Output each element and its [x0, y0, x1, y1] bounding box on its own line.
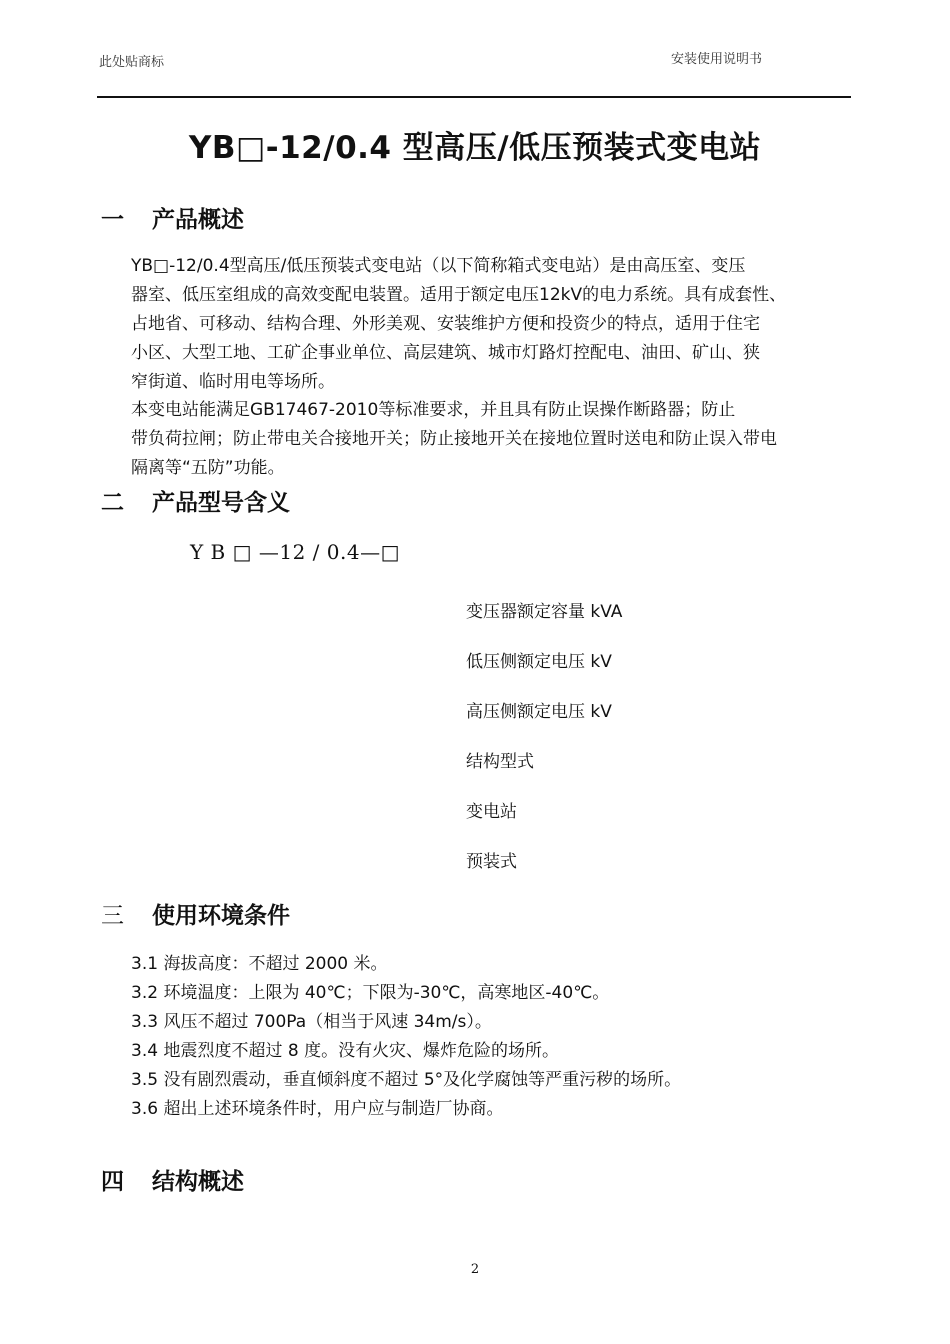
section-4-title: 结构概述: [152, 1169, 244, 1195]
section-4-number: 四: [101, 1169, 124, 1195]
section-3-number: 三: [101, 903, 124, 929]
header-trademark-placeholder: 此处贴商标: [99, 55, 165, 70]
paragraph-line: 本变电站能满足GB17467-2010等标准要求，并且具有防止误操作断路器；防止: [131, 400, 736, 420]
env-item-temperature: 3.2 环境温度：上限为 40℃；下限为-30℃，高寒地区-40℃。: [131, 983, 610, 1003]
env-item-seismic: 3.4 地震烈度不超过 8 度。没有火灾、爆炸危险的场所。: [131, 1041, 560, 1061]
env-item-exceptions: 3.6 超出上述环境条件时，用户应与制造厂协商。: [131, 1099, 504, 1119]
model-code: Y B □ —12 / 0.4—□: [190, 540, 400, 564]
paragraph-line: 器室、低压室组成的高效变配电装置。适用于额定电压12kV的电力系统。具有成套性、: [131, 285, 787, 305]
header-manual-title: 安装使用说明书: [671, 52, 763, 67]
paragraph-line: 隔离等“五防”功能。: [131, 458, 285, 478]
section-1-paragraph-1: [131, 252, 851, 397]
env-item-wind-pressure: 3.3 风压不超过 700Pa（相当于风速 34m/s）。: [131, 1012, 492, 1032]
model-definition-prefabricated: 预装式: [466, 852, 517, 872]
paragraph-line: YB□-12/0.4型高压/低压预装式变电站（以下简称箱式变电站）是由高压室、变压: [131, 256, 746, 276]
section-3-title: 使用环境条件: [152, 903, 290, 929]
section-1-paragraph-2: [131, 396, 851, 483]
model-definition-hv-voltage: 高压侧额定电压 kV: [466, 702, 612, 722]
document-title: YB□-12/0.4 型高压/低压预装式变电站: [188, 130, 762, 166]
paragraph-line: 窄街道、临时用电等场所。: [131, 372, 335, 392]
section-2-number: 二: [101, 490, 124, 516]
header-rule: [97, 96, 851, 98]
model-definition-capacity: 变压器额定容量 kVA: [466, 602, 623, 622]
env-item-altitude: 3.1 海拔高度：不超过 2000 米。: [131, 954, 388, 974]
section-2-title: 产品型号含义: [152, 490, 290, 516]
section-1-number: 一: [101, 207, 124, 233]
paragraph-line: 带负荷拉闸；防止带电关合接地开关；防止接地开关在接地位置时送电和防止误入带电: [131, 429, 777, 449]
model-definition-structure: 结构型式: [466, 752, 534, 772]
env-item-vibration: 3.5 没有剧烈震动，垂直倾斜度不超过 5°及化学腐蚀等严重污秽的场所。: [131, 1070, 682, 1090]
section-1-title: 产品概述: [152, 207, 244, 233]
page-number: 2: [470, 1262, 480, 1277]
paragraph-line: 小区、大型工地、工矿企事业单位、高层建筑、城市灯路灯控配电、油田、矿山、狭: [131, 343, 760, 363]
model-definition-substation: 变电站: [466, 802, 517, 822]
model-definition-lv-voltage: 低压侧额定电压 kV: [466, 652, 612, 672]
paragraph-line: 占地省、可移动、结构合理、外形美观、安装维护方便和投资少的特点，适用于住宅: [131, 314, 760, 334]
